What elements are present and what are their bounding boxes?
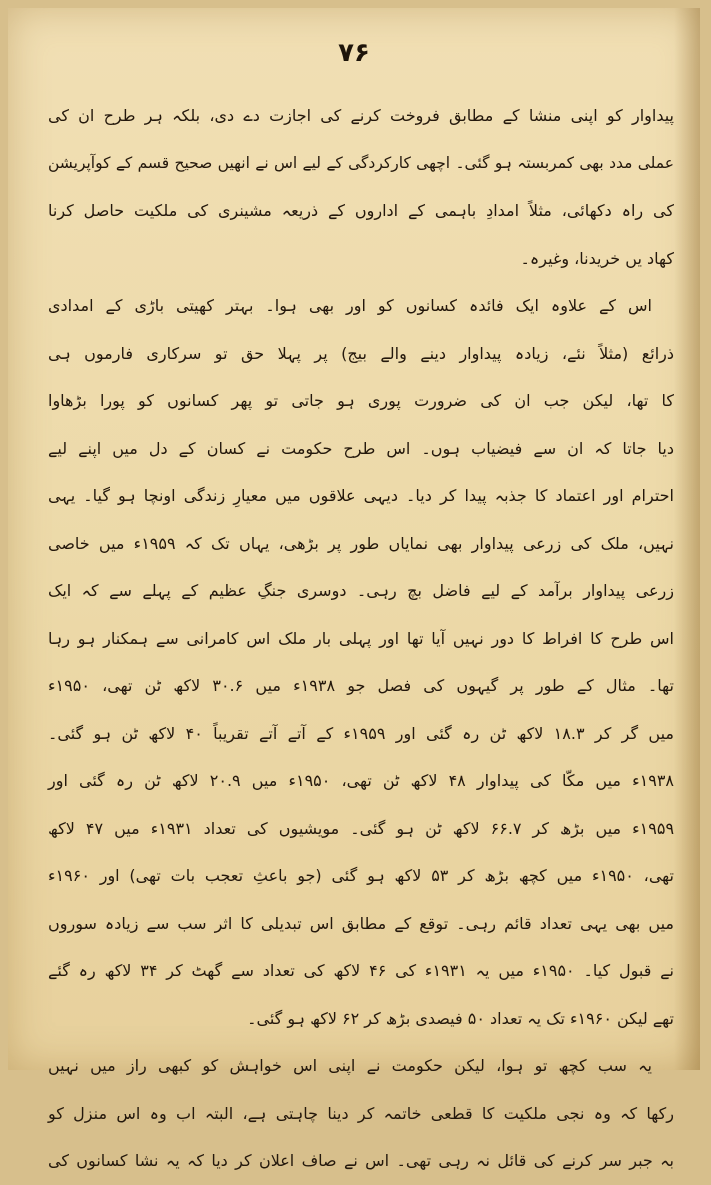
text-line: ذرائع (مثلاً نئے، زیادہ پیداوار دینے والے بیج) پر پہلا حق تو سرکاری فارموں ہی <box>48 343 674 363</box>
text-line: بہ جبر سر کرنے کی قائل نہ رہی تھی۔ اس نے صاف اعلان کر دیا کہ یہ نشا کسانوں کی <box>48 1151 674 1170</box>
text-line: اس طرح کا افراط کا دور نہیں آیا تھا اور پہلی بار ملک اس کامرانی سے ہمکنار ہو رہا <box>48 628 674 648</box>
text-line: پیداوار کو اپنی منشا کے مطابق فروخت کرنے کی اجازت دے دی، بلکہ ہر طرح ان کی <box>48 106 674 125</box>
text-line: زرعی پیداوار برآمد کے لیے فاضل بچ رہی۔ دوسری جنگِ عظیم کے پہلے سے کہ ایک <box>48 581 674 600</box>
page-number: ۷۶ <box>338 38 370 68</box>
text-line: احترام اور اعتماد کا جذبہ پیدا کر دیا۔ دیہی علاقوں میں معیارِ زندگی اونچا ہو گیا۔ یہی <box>48 486 674 505</box>
body-text <box>48 92 674 1185</box>
text-line: کا تھا، لیکن جب ان کی ضرورت پوری ہو جاتی تو پھر کسانوں کو پورا بڑھاوا <box>48 391 674 410</box>
text-line: تھی، ۱۹۵۰ء میں کچھ بڑھ کر ۵۳ لاکھ ہو گئی (جو باعثِ تعجب بات تھی) اور ۱۹۶۰ء <box>48 866 674 885</box>
text-line: تھے لیکن ۱۹۶۰ء تک یہ تعداد ۵۰ فیصدی بڑھ کر ۶۲ لاکھ ہو گئی۔ <box>247 1008 674 1028</box>
text-line: نے قبول کیا۔ ۱۹۵۰ء میں یہ ۱۹۳۱ء کی ۴۶ لاکھ کی تعداد سے گھٹ کر ۳۴ لاکھ رہ گئے <box>48 961 674 980</box>
text-line: ۱۹۳۸ء میں مکّا کی پیداوار ۴۸ لاکھ ٹن تھی، ۱۹۵۰ء میں ۲۰.۹ لاکھ ٹن رہ گئی اور <box>48 771 674 790</box>
text-line: رکھا کہ وہ نجی ملکیت کا قطعی خاتمہ کر دینا چاہتی ہے، البتہ اب وہ اس منزل کو <box>48 1103 674 1123</box>
text-line: کھاد یں خریدنا، وغیرہ۔ <box>520 248 674 268</box>
text-line: دیا جاتا کہ ان سے فیضیاب ہوں۔ اس طرح حکومت نے کسان کے دل میں اپنے لیے <box>48 438 674 458</box>
text-line: اس کے علاوہ ایک فائدہ کسانوں کو اور بھی ہوا۔ بہتر کھیتی باڑی کے امدادی <box>48 296 652 315</box>
text-line: میں بھی یہی تعداد قائم رہی۔ توقع کے مطابق اس تبدیلی کا اثر سب سے زیادہ سوروں <box>48 913 674 933</box>
text-line: میں گر کر ۱۸.۳ لاکھ ٹن رہ گئی اور ۱۹۵۹ء کے آتے آتے تقریباً ۴۰ لاکھ ٹن ہو گئی۔ <box>48 723 675 743</box>
book-page <box>8 8 700 1170</box>
text-line: تھا۔ مثال کے طور پر گیہوں کی فصل جو ۱۹۳۸ء میں ۳۰.۶ لاکھ ٹن تھی، ۱۹۵۰ء <box>48 676 675 695</box>
text-line: ۱۹۵۹ء میں بڑھ کر ۶۶.۷ لاکھ ٹن ہو گئی۔ مویشیوں کی تعداد ۱۹۳۱ء میں ۴۷ لاکھ <box>48 818 675 838</box>
text-line: عملی مدد بھی کمربستہ ہو گئی۔ اچھی کارکردگی کے لیے اس نے انھیں صحیح قسم کے کوآپریشن <box>48 153 674 172</box>
text-line: یہ سب کچھ تو ہوا، لیکن حکومت نے اپنی اس خواہش کو کبھی راز میں نہیں <box>48 1056 652 1075</box>
text-line: کی راہ دکھائی، مثلاً امدادِ باہمی کے اداروں کے ذریعہ مشینری کی ملکیت حاصل کرنا <box>48 201 674 220</box>
text-line: نہیں، ملک کی زرعی پیداوار بھی نمایاں طور پر بڑھی، یہاں تک کہ ۱۹۵۹ء میں خاصی <box>48 533 674 553</box>
